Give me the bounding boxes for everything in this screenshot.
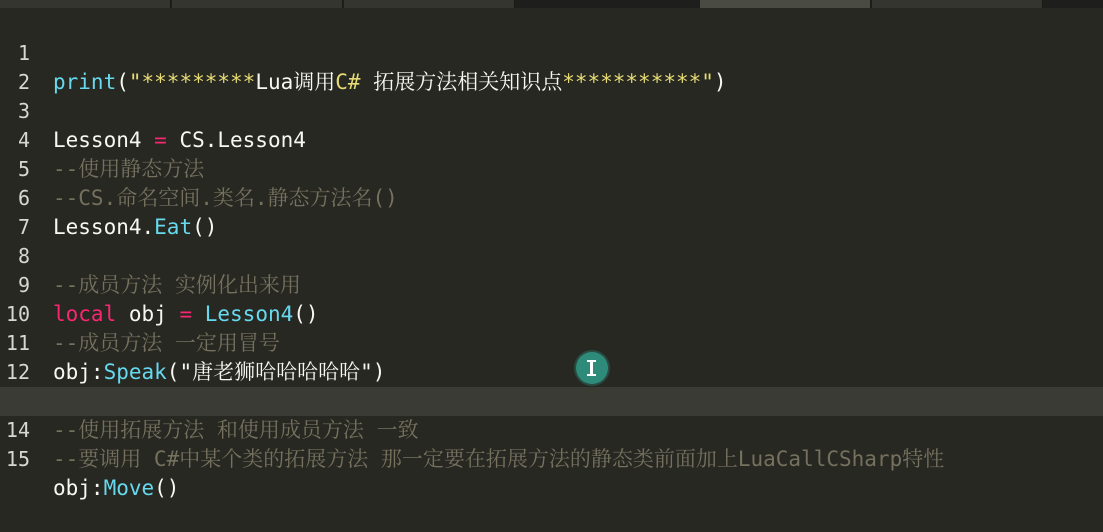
token-identifier: obj [116, 302, 180, 326]
editor-tab[interactable] [0, 0, 171, 8]
token-function: Speak [103, 360, 167, 384]
token-identifier: Lesson4. [53, 215, 155, 239]
ibeam-glyph [590, 360, 593, 376]
token-identifier: Lesson4 [53, 128, 142, 152]
token-identifier: obj: [53, 360, 104, 384]
token-identifier: CS.Lesson4 [179, 128, 306, 152]
line-number: 2 [17, 70, 30, 94]
code-editor[interactable] [0, 8, 1103, 500]
code-comment[interactable]: --成员方法 实例化出来用 [53, 273, 301, 297]
code-comment[interactable]: --使用拓展方法 和使用成员方法 一致 [53, 418, 419, 442]
token-function: Move [103, 476, 155, 500]
line-number: 15 [5, 447, 30, 471]
code-text[interactable] [53, 474, 179, 503]
editor-tab[interactable] [172, 0, 343, 8]
code-comment[interactable]: --使用静态方法 [53, 157, 205, 181]
token-string: "唐老狮哈哈哈哈哈" [179, 360, 373, 384]
line-number: 4 [17, 128, 30, 152]
token-string: Lua调用 [255, 70, 336, 94]
line-number: 12 [5, 360, 30, 384]
text-cursor-icon [576, 352, 608, 384]
token-punct: ) [372, 360, 386, 384]
line-number: 3 [17, 99, 30, 123]
line-number: 6 [17, 186, 30, 210]
line-number: 5 [17, 157, 30, 181]
token-operator: = [179, 302, 193, 326]
token-punct: ) [713, 70, 727, 94]
code-comment[interactable]: --CS.命名空间.类名.静态方法名() [53, 186, 398, 210]
code-comment[interactable]: --成员方法 一定用冒号 [53, 331, 280, 355]
token-string: 拓展方法相关知识点 [360, 70, 563, 94]
line-number: 10 [5, 302, 30, 326]
token-punct: () [192, 215, 218, 239]
token-punct: () [154, 476, 180, 500]
code-line[interactable] [0, 68, 1103, 152]
editor-tab[interactable] [344, 0, 515, 8]
token-punct: () [293, 302, 319, 326]
code-line[interactable] [0, 213, 1103, 297]
line-number: 7 [17, 215, 30, 239]
token-string: ***********" [562, 70, 714, 94]
line-number: 9 [17, 273, 30, 297]
token-string: C# [335, 70, 361, 94]
token-punct: ( [166, 360, 180, 384]
tab-strip [0, 0, 1103, 8]
token-function: print [53, 70, 117, 94]
line-number: 1 [17, 41, 30, 65]
line-number: 14 [5, 418, 30, 442]
token-punct: ( [116, 70, 129, 94]
token-identifier: obj: [53, 476, 104, 500]
token-function: Lesson4 [204, 302, 294, 326]
token-function: Eat [154, 215, 193, 239]
line-number: 8 [17, 244, 30, 268]
token-keyword: local [53, 302, 117, 326]
code-comment[interactable]: --要调用 C#中某个类的拓展方法 那一定要在拓展方法的静态类前面加上LuaCallCSharp特性 [53, 447, 945, 471]
line-number: 11 [5, 331, 30, 355]
token-operator: = [141, 128, 180, 152]
editor-tab-active[interactable] [700, 0, 871, 8]
editor-tab[interactable] [872, 0, 1043, 8]
code-line[interactable] [0, 10, 1103, 94]
token-string: "********* [128, 70, 256, 94]
